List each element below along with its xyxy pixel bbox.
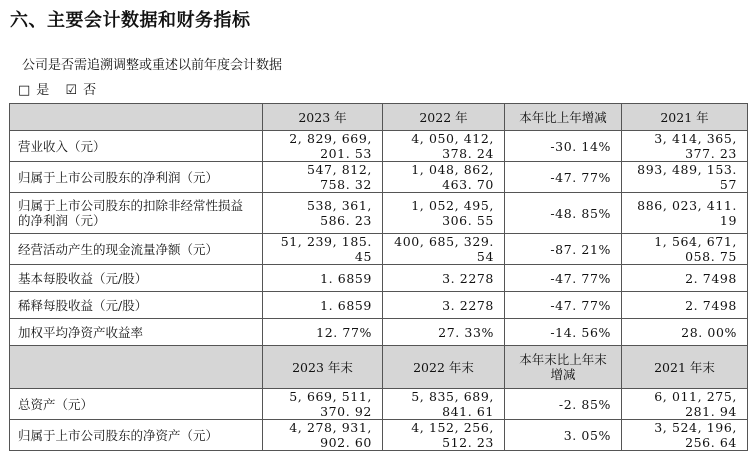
row-label: 加权平均净资产收益率 <box>10 319 263 346</box>
value-2021: 1, 564, 671, 058. 75 <box>622 234 748 265</box>
row-label: 总资产（元） <box>10 389 263 420</box>
value-2023-end: 5, 669, 511, 370. 92 <box>263 389 383 420</box>
value-2021: 893, 489, 153. 57 <box>622 162 748 193</box>
value-change: -47. 77% <box>505 292 622 319</box>
value-2023: 547, 812, 758. 32 <box>263 162 383 193</box>
value-change: -87. 21% <box>505 234 622 265</box>
header-cell-2021-end: 2021 年末 <box>622 346 748 389</box>
table-row <box>10 131 748 162</box>
value-change: -47. 77% <box>505 162 622 193</box>
value-2021-end: 3, 524, 196, 256. 64 <box>622 420 748 451</box>
header-cell-2021: 2021 年 <box>622 104 748 131</box>
table-row <box>10 292 748 319</box>
value-change: -14. 56% <box>505 319 622 346</box>
value-2021: 28. 00% <box>622 319 748 346</box>
value-2023-end: 4, 278, 931, 902. 60 <box>263 420 383 451</box>
option-no-label: 否 <box>83 83 97 98</box>
header-cell <box>10 346 263 389</box>
header-cell-2022-end: 2022 年末 <box>383 346 505 389</box>
value-2022: 1, 052, 495, 306. 55 <box>383 193 505 234</box>
restatement-options <box>18 79 108 98</box>
section-title: 六、主要会计数据和财务指标 <box>10 10 251 31</box>
value-change-end: -2. 85% <box>505 389 622 420</box>
row-label: 经营活动产生的现金流量净额（元） <box>10 234 263 265</box>
value-change: -30. 14% <box>505 131 622 162</box>
row-label: 归属于上市公司股东的净资产（元） <box>10 420 263 451</box>
value-change: -47. 77% <box>505 265 622 292</box>
value-2022: 4, 050, 412, 378. 24 <box>383 131 505 162</box>
value-2021-end: 6, 011, 275, 281. 94 <box>622 389 748 420</box>
value-2023: 1. 6859 <box>263 292 383 319</box>
value-2021: 2. 7498 <box>622 292 748 319</box>
table-row <box>10 162 748 193</box>
table-row <box>10 193 748 234</box>
table-row <box>10 234 748 265</box>
row-label: 基本每股收益（元/股） <box>10 265 263 292</box>
value-change-end: 3. 05% <box>505 420 622 451</box>
table-row <box>10 420 748 451</box>
value-2023: 2, 829, 669, 201. 53 <box>263 131 383 162</box>
value-2023: 1. 6859 <box>263 265 383 292</box>
header-cell <box>10 104 263 131</box>
value-change: -48. 85% <box>505 193 622 234</box>
value-2022: 1, 048, 862, 463. 70 <box>383 162 505 193</box>
option-no[interactable] <box>65 83 102 98</box>
checkbox-unchecked-icon: □ <box>18 83 31 98</box>
financial-indicators-table <box>9 103 748 451</box>
table-row <box>10 265 748 292</box>
restatement-question: 公司是否需追溯调整或重述以前年度会计数据 <box>22 58 283 73</box>
value-2021: 2. 7498 <box>622 265 748 292</box>
table-header-row <box>10 104 748 131</box>
header-cell-change: 本年比上年增减 <box>505 104 622 131</box>
option-yes-label: 是 <box>36 83 50 98</box>
row-label: 归属于上市公司股东的扣除非经常性损益的净利润（元） <box>10 193 263 234</box>
header-cell-2022: 2022 年 <box>383 104 505 131</box>
header-cell-2023: 2023 年 <box>263 104 383 131</box>
value-2022: 3. 2278 <box>383 265 505 292</box>
value-2023: 12. 77% <box>263 319 383 346</box>
table-row <box>10 389 748 420</box>
value-2023: 538, 361, 586. 23 <box>263 193 383 234</box>
value-2022: 400, 685, 329. 54 <box>383 234 505 265</box>
table-subheader-row <box>10 346 748 389</box>
row-label: 营业收入（元） <box>10 131 263 162</box>
option-yes[interactable] <box>18 83 55 98</box>
header-cell-change-end: 本年末比上年末增减 <box>505 346 622 389</box>
value-2022-end: 4, 152, 256, 512. 23 <box>383 420 505 451</box>
row-label: 稀释每股收益（元/股） <box>10 292 263 319</box>
value-2022-end: 5, 835, 689, 841. 61 <box>383 389 505 420</box>
row-label: 归属于上市公司股东的净利润（元） <box>10 162 263 193</box>
value-2022: 27. 33% <box>383 319 505 346</box>
value-2021: 3, 414, 365, 377. 23 <box>622 131 748 162</box>
value-2023: 51, 239, 185. 45 <box>263 234 383 265</box>
value-2022: 3. 2278 <box>383 292 505 319</box>
checkbox-checked-icon: ☑ <box>65 83 78 98</box>
value-2021: 886, 023, 411. 19 <box>622 193 748 234</box>
header-cell-2023-end: 2023 年末 <box>263 346 383 389</box>
table-row <box>10 319 748 346</box>
